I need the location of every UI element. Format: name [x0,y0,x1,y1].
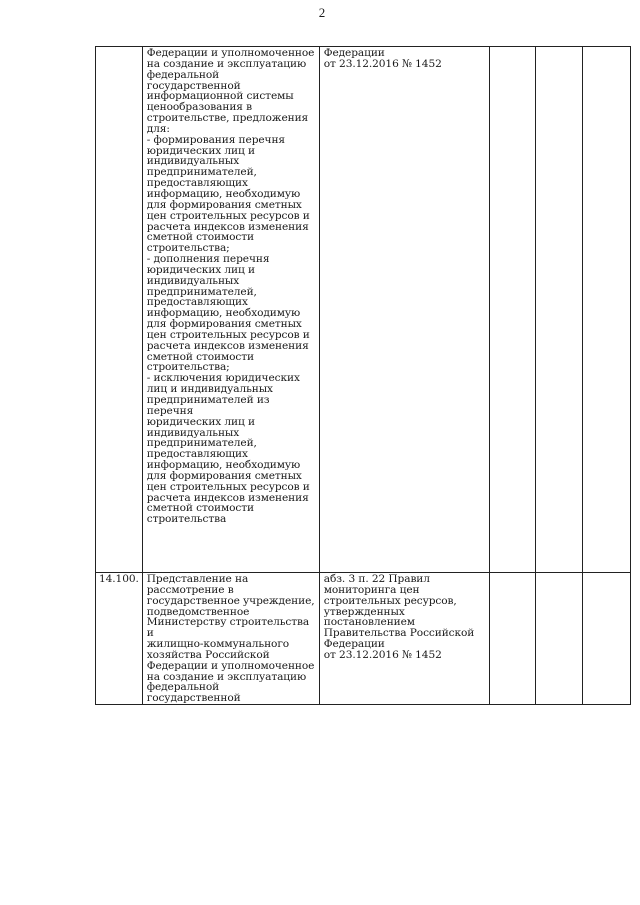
measure-description-cell: Представление на рассмотрение в государственное учреждение, подведомственное Министерству строительства и жилищно-коммунального хозяйства Российской Федерации и уполномоченное на создание и эксплуатацию федеральной государственной [142,573,319,705]
legal-basis-cell: Федерации от 23.12.2016 № 1452 [319,47,489,573]
empty-cell [489,47,535,573]
empty-cell [535,47,582,573]
empty-cell [489,573,535,705]
continuation-table [95,46,631,705]
page-number: 2 [318,5,326,20]
empty-cell [582,573,630,705]
legal-basis-cell: абз. 3 п. 22 Правил мониторинга цен строительных ресурсов, утвержденных постановлением Правительства Российской Федерации от 23.12.2016 № 1452 [319,573,489,705]
measure-description-cell: Федерации и уполномоченное на создание и эксплуатацию федеральной государственной информационной системы ценообразования в строительстве, предложения для: - формирования перечня юридических лиц и индивидуальных предпринимателей, предоставляющих информацию, необходимую для формирования сметных цен строительных ресурсов и расчета индексов изменения сметной стоимости строительства; - дополнения перечня юридических лиц и индивидуальных предпринимателей, предоставляющих информацию, необходимую для формирования сметных цен строительных ресурсов и расчета индексов изменения сметной стоимости строительства; - исключения юридических лиц и индивидуальных предпринимателей из перечня юридических лиц и индивидуальных предпринимателей, предоставляющих информацию, необходимую для формирования сметных цен строительных ресурсов и расчета индексов изменения сметной стоимости строительства [142,47,319,573]
row-number-cell: 14.100. [96,573,143,705]
empty-cell [535,573,582,705]
table-row [96,47,631,573]
empty-cell [582,47,630,573]
row-number-cell [96,47,143,573]
table-row [96,573,631,705]
